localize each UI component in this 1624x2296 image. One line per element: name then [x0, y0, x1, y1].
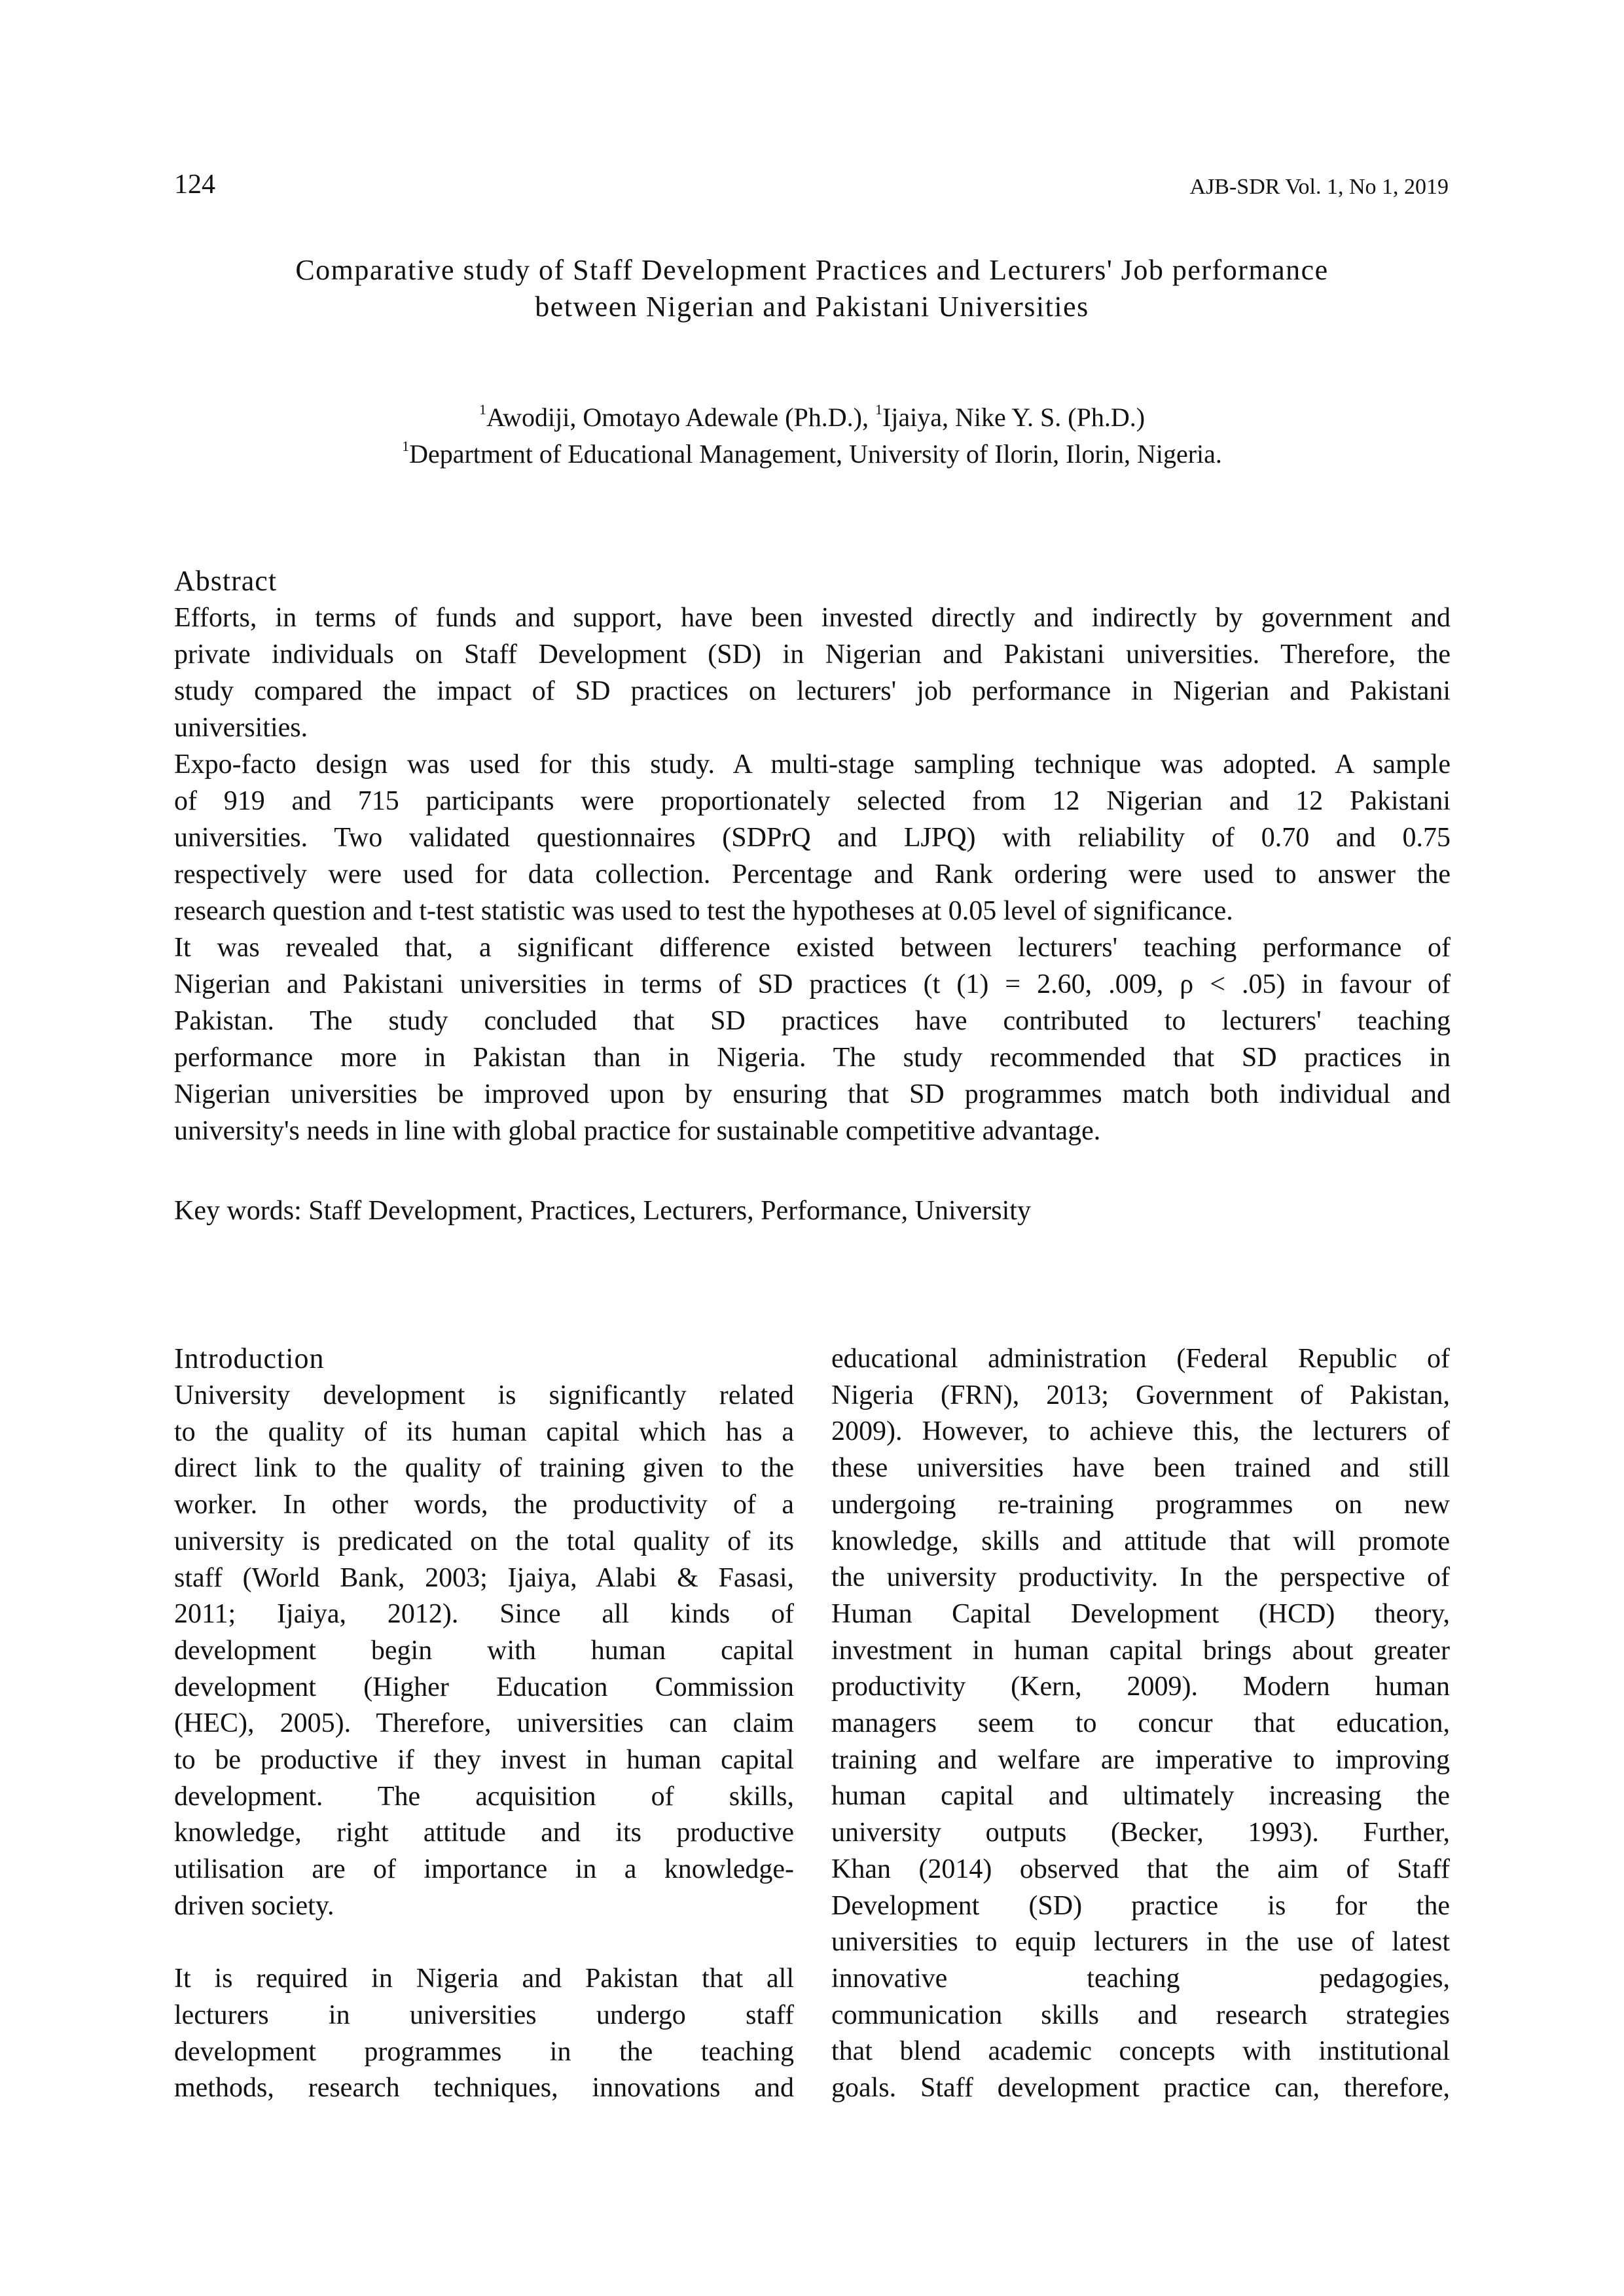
left-column-line: lecturers in universities undergo staff — [174, 2000, 794, 2030]
right-column-line: that blend academic concepts with institutional — [831, 2036, 1450, 2066]
right-column-line: communication skills and research strategies — [831, 2000, 1450, 2030]
abstract-line: Efforts, in terms of funds and support, have been invested directly and indirectly by government and — [174, 603, 1451, 633]
running-head: AJB-SDR Vol. 1, No 1, 2019 — [1189, 175, 1449, 199]
abstract-line: Nigerian universities be improved upon by ensuring that SD programmes match both individual and — [174, 1079, 1451, 1109]
right-column-line: 2009). However, to achieve this, the lecturers of — [831, 1416, 1450, 1446]
left-column-line: It is required in Nigeria and Pakistan that all — [174, 1964, 794, 1994]
affiliation-marker: 1 — [875, 401, 882, 418]
left-column-line: utilisation are of importance in a knowledge- — [174, 1854, 794, 1884]
author-2: Ijaiya, Nike Y. S. (Ph.D.) — [882, 403, 1146, 432]
abstract-line: respectively were used for data collection. Percentage and Rank ordering were used to answer the — [174, 859, 1451, 889]
left-column-line: driven society. — [174, 1891, 334, 1921]
abstract-line: Nigerian and Pakistani universities in terms of SD practices (t (1) = 2.60, .009, ρ < .05) in favour of — [174, 969, 1451, 999]
right-column-line: human capital and ultimately increasing the — [831, 1781, 1450, 1811]
right-column-line: Khan (2014) observed that the aim of Staff — [831, 1854, 1450, 1884]
abstract-line: Expo-facto design was used for this study. A multi-stage sampling technique was adopted. A sample — [174, 749, 1451, 780]
left-column-line: direct link to the quality of training given to the — [174, 1453, 794, 1483]
right-column-line: innovative teaching pedagogies, — [831, 1964, 1450, 1994]
abstract-line: private individuals on Staff Development (SD) in Nigerian and Pakistani universities. Therefore, the — [174, 639, 1451, 670]
right-column-line: undergoing re-training programmes on new — [831, 1490, 1450, 1520]
left-column-line: 2011; Ijaiya, 2012). Since all kinds of — [174, 1599, 794, 1629]
right-column-line: universities to equip lecturers in the use of latest — [831, 1927, 1450, 1957]
abstract-line: performance more in Pakistan than in Nigeria. The study recommended that SD practices in — [174, 1043, 1451, 1073]
left-column-line: development (Higher Education Commission — [174, 1672, 794, 1702]
abstract-line: It was revealed that, a significant difference existed between lecturers' teaching performance of — [174, 933, 1451, 963]
right-column-line: investment in human capital brings about greater — [831, 1636, 1450, 1666]
affiliation-text: Department of Educational Management, University of Ilorin, Ilorin, Nigeria. — [409, 439, 1222, 469]
affiliation-marker: 1 — [402, 438, 410, 454]
right-column-line: productivity (Kern, 2009). Modern human — [831, 1672, 1450, 1702]
abstract-line: universities. — [174, 713, 308, 743]
left-column-line: development. The acquisition of skills, — [174, 1782, 794, 1812]
left-column-line: university is predicated on the total quality of its — [174, 1526, 794, 1556]
author-1: Awodiji, Omotayo Adewale (Ph.D.), — [486, 403, 875, 432]
right-column-line: goals. Staff development practice can, therefore, — [831, 2073, 1450, 2103]
right-column-line: the university productivity. In the perspective of — [831, 1562, 1450, 1592]
abstract-line: of 919 and 715 participants were proportionately selected from 12 Nigerian and 12 Pakistani — [174, 786, 1451, 816]
left-column-line: development programmes in the teaching — [174, 2037, 794, 2067]
left-column-line: knowledge, right attitude and its productive — [174, 1818, 794, 1848]
affiliation — [0, 436, 1624, 473]
right-column-line: educational administration (Federal Republic of — [831, 1344, 1450, 1374]
right-column-line: university outputs (Becker, 1993). Further, — [831, 1818, 1450, 1848]
abstract-line: university's needs in line with global practice for sustainable competitive advantage. — [174, 1116, 1101, 1146]
left-column-line: staff (World Bank, 2003; Ijaiya, Alabi & Fasasi, — [174, 1563, 794, 1593]
right-column-line: Human Capital Development (HCD) theory, — [831, 1599, 1450, 1629]
left-column-line: to the quality of its human capital which has a — [174, 1417, 794, 1447]
left-column-line: (HEC), 2005). Therefore, universities can claim — [174, 1708, 794, 1738]
left-column-line: development begin with human capital — [174, 1636, 794, 1666]
right-column-line: knowledge, skills and attitude that will promote — [831, 1526, 1450, 1556]
abstract-line: study compared the impact of SD practices on lecturers' job performance in Nigerian and Pakistani — [174, 676, 1451, 706]
right-column-line: Development (SD) practice is for the — [831, 1891, 1450, 1921]
paper-title-line-2: between Nigerian and Pakistani Universities — [535, 291, 1089, 323]
affiliation-marker: 1 — [478, 401, 486, 418]
keywords: Key words: Staff Development, Practices, Lecturers, Performance, University — [174, 1196, 1031, 1226]
paper-title-line-1: Comparative study of Staff Development Practices and Lecturers' Job performance — [295, 254, 1329, 286]
abstract-line: universities. Two validated questionnaires (SDPrQ and LJPQ) with reliability of 0.70 and 0.75 — [174, 823, 1451, 853]
abstract-line: Pakistan. The study concluded that SD practices have contributed to lecturers' teaching — [174, 1006, 1451, 1036]
page-number: 124 — [174, 170, 215, 200]
left-column-line: methods, research techniques, innovations and — [174, 2073, 794, 2103]
right-column-line: Nigeria (FRN), 2013; Government of Pakistan, — [831, 1380, 1450, 1410]
introduction-heading: Introduction — [174, 1342, 325, 1374]
right-column-line: managers seem to concur that education, — [831, 1708, 1450, 1738]
abstract-heading: Abstract — [174, 565, 278, 597]
abstract-line: research question and t-test statistic was used to test the hypotheses at 0.05 level of significance. — [174, 896, 1233, 926]
author-list — [0, 399, 1624, 436]
left-column-line: University development is significantly related — [174, 1380, 794, 1410]
left-column-line: to be productive if they invest in human capital — [174, 1745, 794, 1775]
left-column-line: worker. In other words, the productivity of a — [174, 1490, 794, 1520]
right-column-line: these universities have been trained and still — [831, 1453, 1450, 1483]
right-column-line: training and welfare are imperative to improving — [831, 1745, 1450, 1775]
